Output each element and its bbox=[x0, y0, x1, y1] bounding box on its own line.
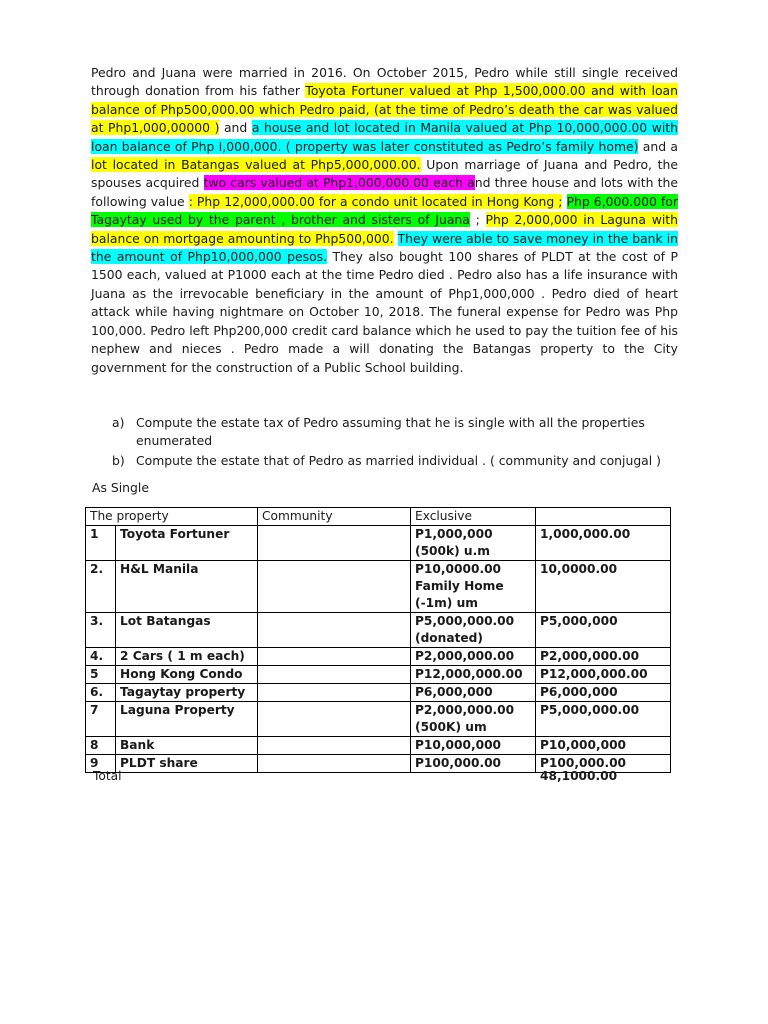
row-exclusive bbox=[411, 755, 536, 773]
text-run: nd three house and lots with the following value bbox=[91, 175, 678, 209]
row-value: P5,000,000.00 bbox=[536, 702, 671, 737]
estate-table bbox=[85, 507, 671, 773]
header-value bbox=[536, 508, 671, 526]
header-exclusive: Exclusive bbox=[411, 508, 536, 526]
row-value: P12,000,000.00 bbox=[536, 666, 671, 684]
table-row bbox=[86, 648, 671, 666]
exclusive-line: P5,000,000.00 bbox=[415, 614, 515, 628]
row-exclusive bbox=[411, 561, 536, 613]
exclusive-line: P10,000,000 bbox=[415, 738, 502, 752]
row-value: 1,000,000.00 bbox=[536, 526, 671, 561]
row-community bbox=[258, 737, 411, 755]
table-row bbox=[86, 613, 671, 648]
exclusive-line: P100,000.00 bbox=[415, 756, 502, 770]
exclusive-line: (500k) u.m bbox=[415, 544, 490, 558]
table-row bbox=[86, 702, 671, 737]
row-number: 6. bbox=[86, 684, 116, 702]
row-number: 9 bbox=[86, 755, 116, 773]
row-community bbox=[258, 526, 411, 561]
highlight-laguna: Php 2,000,000 in Laguna with balance on mortgage amounting to Php500,000. bbox=[91, 212, 679, 246]
exclusive-line: Family Home bbox=[415, 579, 504, 593]
exclusive-line: (-1m) um bbox=[415, 596, 478, 610]
row-exclusive bbox=[411, 702, 536, 737]
text-run: ; bbox=[469, 212, 486, 228]
table-row bbox=[86, 737, 671, 755]
row-exclusive bbox=[411, 526, 536, 561]
exclusive-line: P10,0000.00 bbox=[415, 562, 502, 576]
row-number: 7 bbox=[86, 702, 116, 737]
table-header-row bbox=[86, 508, 671, 526]
highlight-tagaytay: Php 6,000.000 for Tagaytay used by the parent , brother and sisters of Juana bbox=[91, 193, 678, 228]
exclusive-line: (500K) um bbox=[415, 720, 487, 734]
row-property: H&L Manila bbox=[116, 561, 258, 613]
row-exclusive bbox=[411, 613, 536, 648]
row-number: 5 bbox=[86, 666, 116, 684]
row-value: P6,000,000 bbox=[536, 684, 671, 702]
header-community: Community bbox=[258, 508, 411, 526]
row-value: P10,000,000 bbox=[536, 737, 671, 755]
row-number: 4. bbox=[86, 648, 116, 666]
table-row bbox=[86, 666, 671, 684]
row-community bbox=[258, 561, 411, 613]
text-run: and bbox=[219, 120, 252, 136]
row-property: Tagaytay property bbox=[116, 684, 258, 702]
row-community bbox=[258, 666, 411, 684]
total-value: 48,1000.00 bbox=[540, 769, 618, 783]
question-item bbox=[112, 452, 680, 470]
row-property: Laguna Property bbox=[116, 702, 258, 737]
highlight-toyota: Toyota Fortuner valued at Php 1,500,000.00 and with loan balance of Php500,000.00 which Pedro paid, (at the time of Pedro’s death the car was valued at Php1,000,00000 ) bbox=[91, 83, 678, 136]
row-property: PLDT share bbox=[116, 755, 258, 773]
table-row bbox=[86, 684, 671, 702]
row-number: 3. bbox=[86, 613, 116, 648]
section-label: As Single bbox=[92, 480, 149, 495]
row-property: Hong Kong Condo bbox=[116, 666, 258, 684]
highlight-hong-kong-condo: : Php 12,000,000.00 for a condo unit located in Hong Kong ; bbox=[188, 193, 563, 209]
row-community bbox=[258, 648, 411, 666]
text-run: and a bbox=[638, 138, 679, 154]
question-item bbox=[112, 414, 680, 450]
row-community bbox=[258, 702, 411, 737]
problem-paragraph bbox=[91, 64, 678, 377]
exclusive-line: P12,000,000.00 bbox=[415, 667, 523, 681]
highlight-two-cars: two cars valued at Php1,000,000.00 each a bbox=[203, 175, 475, 191]
question-text: Compute the estate tax of Pedro assuming that he is single with all the properties enumerated bbox=[136, 415, 645, 448]
highlight-lot-batangas: lot located in Batangas valued at Php5,000,000.00. bbox=[91, 157, 421, 173]
row-value: 10,0000.00 bbox=[536, 561, 671, 613]
row-exclusive bbox=[411, 684, 536, 702]
row-community bbox=[258, 755, 411, 773]
question-text: Compute the estate that of Pedro as married individual . ( community and conjugal ) bbox=[136, 453, 661, 468]
text-run: Upon marriage of Juana and Pedro, the spouses acquired bbox=[91, 157, 678, 191]
row-value: P2,000,000.00 bbox=[536, 648, 671, 666]
row-property: Toyota Fortuner bbox=[116, 526, 258, 561]
text-run bbox=[394, 231, 398, 246]
exclusive-line: (donated) bbox=[415, 631, 483, 645]
total-label: Total bbox=[93, 769, 122, 783]
exclusive-line: P2,000,000.00 bbox=[415, 649, 515, 663]
row-exclusive bbox=[411, 648, 536, 666]
row-exclusive bbox=[411, 666, 536, 684]
text-run: They also bought 100 shares of PLDT at the cost of P 1500 each, valued at P1000 each at the time Pedro died . Pedro also has a life insurance with Juana as the irrevocable beneficiary in the amount of Php1,000,000 . Pedro died of heart attack while having nightmare on October 10, 2018. The funeral expense for Pedro was Php 100,000. Pedro left Php200,000 credit card balance which he used to pay the tuition fee of his nephew and nieces . Pedro made a will donating the Batangas property to the City government for the construction of a Public School building. bbox=[91, 249, 678, 375]
row-number: 2. bbox=[86, 561, 116, 613]
table-row bbox=[86, 561, 671, 613]
row-number: 1 bbox=[86, 526, 116, 561]
table-row bbox=[86, 526, 671, 561]
exclusive-line: P1,000,000 bbox=[415, 527, 493, 541]
question-label: a) bbox=[112, 415, 125, 430]
row-property: Bank bbox=[116, 737, 258, 755]
question-label: b) bbox=[112, 453, 125, 468]
row-number: 8 bbox=[86, 737, 116, 755]
row-property: Lot Batangas bbox=[116, 613, 258, 648]
row-community bbox=[258, 684, 411, 702]
exclusive-line: P2,000,000.00 bbox=[415, 703, 515, 717]
header-property: The property bbox=[86, 508, 258, 526]
row-value: P100,000.00 bbox=[536, 755, 671, 773]
text-run bbox=[562, 194, 566, 209]
exclusive-line: P6,000,000 bbox=[415, 685, 493, 699]
row-exclusive bbox=[411, 737, 536, 755]
text-run: Pedro and Juana were married in 2016. On October 2015, Pedro while still single received through donation from his father bbox=[91, 65, 678, 99]
highlight-house-manila: a house and lot located in Manila valued at Php 10,000,000.00 with loan balance of Php I,000,000. ( property was later constituted as Pedro’s family home) bbox=[91, 120, 678, 154]
question-list bbox=[112, 414, 680, 472]
highlight-bank-savings: They were able to save money in the bank in the amount of Php10,000,000 pesos. bbox=[91, 230, 678, 265]
row-property: 2 Cars ( 1 m each) bbox=[116, 648, 258, 666]
row-community bbox=[258, 613, 411, 648]
row-value: P5,000,000 bbox=[536, 613, 671, 648]
